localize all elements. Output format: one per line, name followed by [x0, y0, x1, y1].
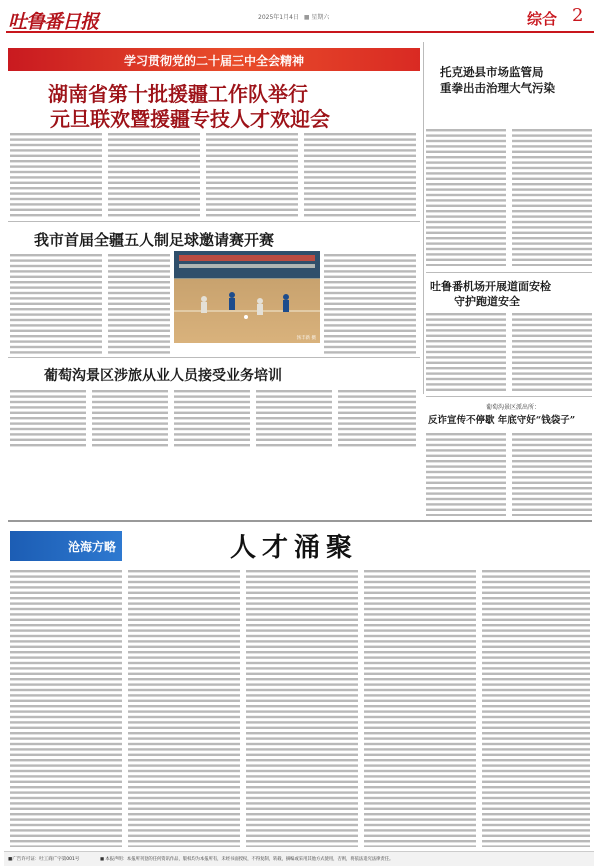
antifraud-body-col2 — [512, 430, 592, 516]
futsal-article — [8, 223, 420, 355]
lead-body-col4 — [304, 130, 416, 218]
antifraud-title: 反诈宣传不停歇 年底守好“钱袋子” — [428, 415, 576, 426]
grape-training-title: 葡萄沟景区涉旅从业人员接受业务培训 — [44, 368, 282, 384]
lead-body-col3 — [206, 130, 298, 218]
airport-body-col1 — [426, 310, 506, 392]
grape-body-col5 — [338, 387, 416, 449]
masthead: 吐鲁番日报 2025年1月4日 ■ 星期六 综合 2 — [0, 0, 598, 40]
banner-text: 学习贯彻党的二十届三中全会精神 — [123, 54, 304, 68]
airport-title-line2: 守护跑道安全 — [454, 295, 520, 308]
lead-article — [8, 74, 420, 219]
grape-body-col1 — [10, 387, 86, 449]
talent-body-col1 — [10, 567, 122, 847]
rep-title-line1: 托克逊县市场监管局 — [440, 65, 544, 79]
talent-body-col4 — [364, 567, 476, 847]
futsal-title: 我市首届全疆五人制足球邀请赛开赛 — [34, 231, 275, 249]
antifraud-body-col1 — [426, 430, 506, 516]
talent-ad-title: 沧海方略 — [67, 540, 116, 554]
talent-body-col2 — [128, 567, 240, 847]
talent-body-col5 — [482, 567, 590, 847]
grape-body-col4 — [256, 387, 332, 449]
rep-title-line2: 重拳出击治理大气污染 — [440, 81, 555, 95]
futsal-photo — [174, 251, 320, 343]
footer-copyright: ■ 本报声明：本报所刊登的任何资讯作品，版权均为本报所有，未经书面授权，不得复制，转载，摘编或采用其他方式使用，否则，将依法追究法律责任。 — [100, 857, 394, 862]
antifraud-article — [426, 398, 592, 518]
airport-body-col2 — [512, 310, 592, 392]
lead-title-line1: 湖南省第十批援疆工作队举行 — [48, 82, 308, 106]
section-divider-2 — [8, 357, 420, 358]
section-divider-right-2 — [426, 396, 592, 397]
section-divider — [8, 221, 420, 222]
grape-body-col2 — [92, 387, 168, 449]
market-supervision-article — [426, 42, 592, 270]
futsal-body-col3 — [324, 251, 416, 355]
lead-body-col2 — [108, 130, 200, 218]
rep-body-col2 — [512, 126, 592, 266]
footer-license: ■广告许可证：吐工商广字第001号 — [8, 857, 80, 862]
footer-bar — [4, 851, 594, 866]
theme-banner — [8, 48, 420, 71]
talent-ad — [10, 531, 122, 561]
airport-article — [426, 274, 592, 394]
section-divider-right — [426, 272, 592, 273]
grape-body-col3 — [174, 387, 250, 449]
antifraud-kicker: 葡萄沟景区派出所： — [486, 404, 541, 411]
talent-title: 人才涌聚 — [230, 533, 359, 563]
futsal-photo-scene — [174, 251, 320, 343]
futsal-photo-caption: 汤丰新 摄 — [296, 336, 316, 341]
grape-training-article — [8, 359, 420, 451]
masthead-rule — [6, 31, 594, 33]
issue-date: 2025年1月4日 — [258, 14, 299, 21]
talent-feature — [8, 523, 592, 849]
talent-body-col3 — [246, 567, 358, 847]
newspaper-logo: 吐鲁番日报 — [8, 11, 99, 33]
lead-body-col1 — [10, 130, 102, 218]
rep-body-col1 — [426, 126, 506, 266]
page-number: 2 — [572, 5, 584, 26]
column-divider — [423, 42, 424, 394]
issue-weekday: 星期六 — [311, 14, 330, 21]
feature-divider — [8, 520, 592, 522]
lead-title-line2: 元旦联欢暨援疆专技人才欢迎会 — [50, 107, 330, 131]
airport-title-line1: 吐鲁番机场开展道面安检 — [430, 280, 551, 293]
section-name: 综合 — [527, 10, 558, 28]
futsal-body-col1 — [10, 251, 102, 355]
futsal-body-col2 — [108, 251, 170, 355]
